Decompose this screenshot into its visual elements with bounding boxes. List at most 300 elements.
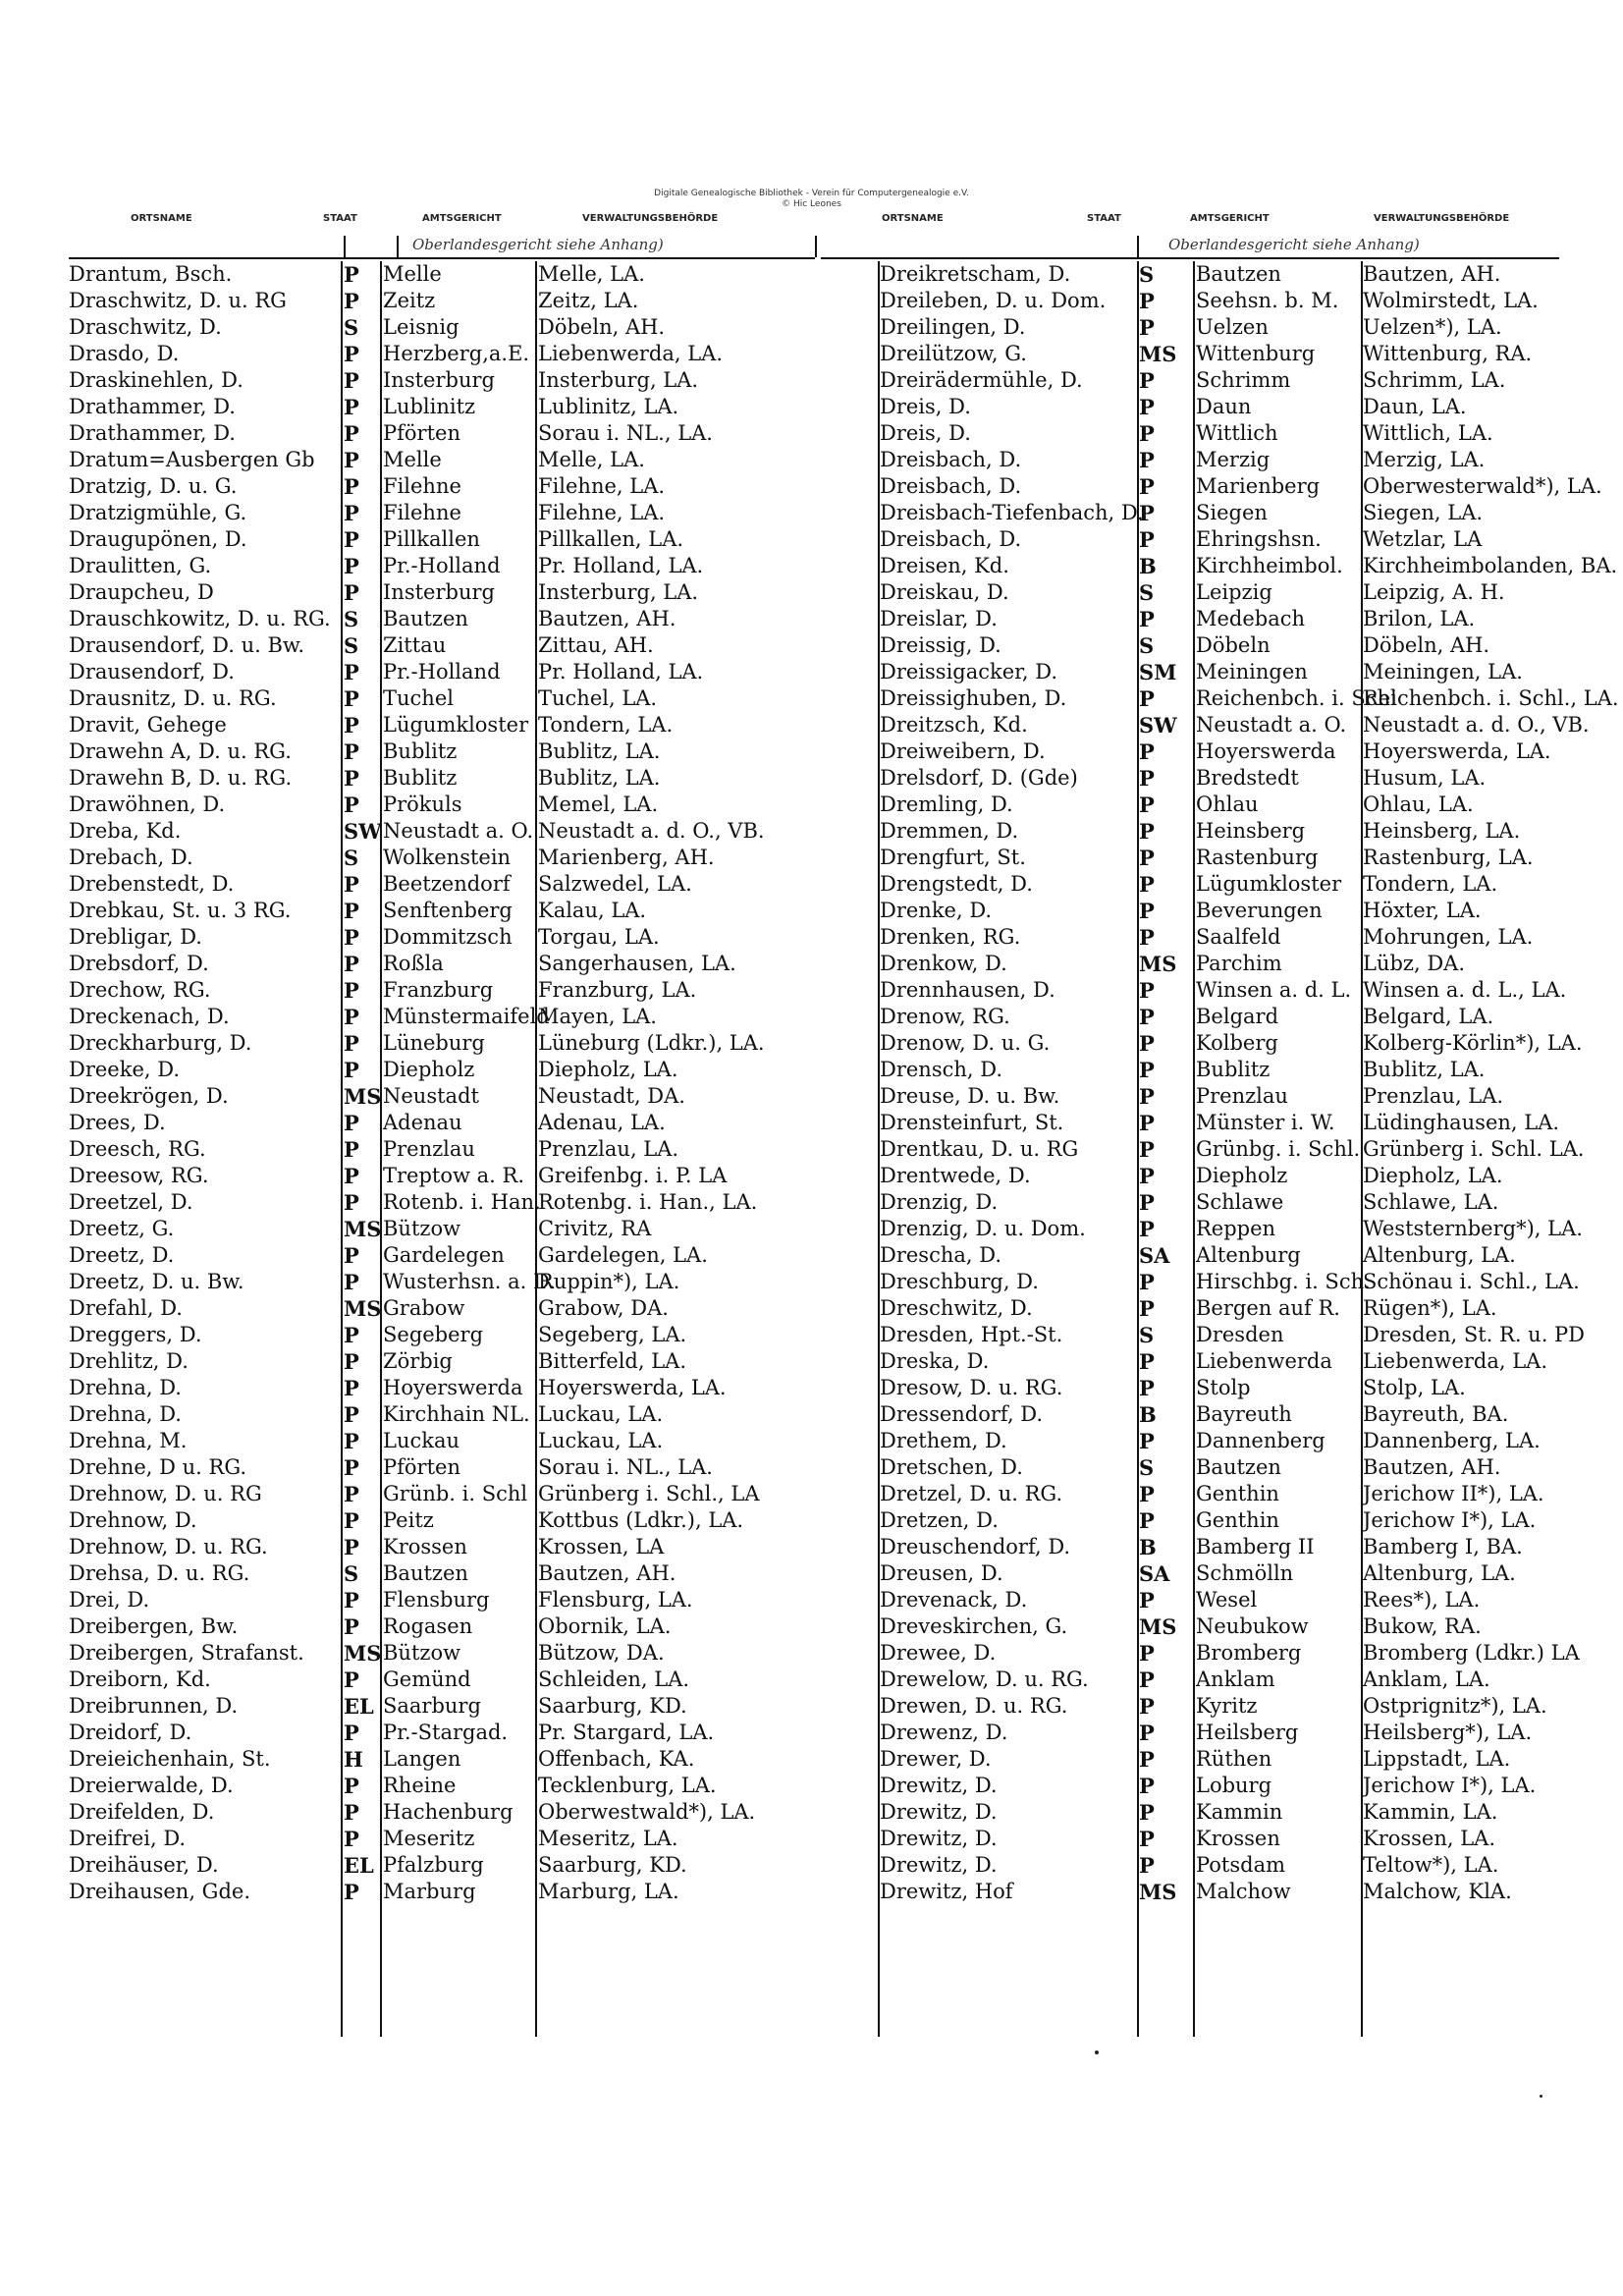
right-verwaltungsbehoerde-cell: Bamberg I, BA. xyxy=(1363,1535,1523,1558)
left-ortsname-cell: Dreihäuser, D. xyxy=(69,1853,219,1877)
left-staat-cell: P xyxy=(344,421,359,446)
left-ortsname-cell: Drathammer, D. xyxy=(69,421,236,445)
right-ortsname-cell: Drewitz, D. xyxy=(880,1853,998,1877)
left-amtsgericht-cell: Bublitz xyxy=(383,739,458,763)
right-staat-cell: P xyxy=(1139,1005,1155,1029)
table-row xyxy=(69,1401,1561,1428)
left-verwaltungsbehoerde-cell: Pr. Stargard, LA. xyxy=(538,1721,715,1744)
right-verwaltungsbehoerde-cell: Reichenbch. i. Schl., LA. xyxy=(1363,686,1619,710)
left-amtsgericht-cell: Pförten xyxy=(383,421,460,445)
left-verwaltungsbehoerde-cell: Pr. Holland, LA. xyxy=(538,660,704,683)
right-verwaltungsbehoerde-cell: Belgard, LA. xyxy=(1363,1005,1494,1028)
table-row xyxy=(69,1799,1561,1826)
right-staat-cell: P xyxy=(1139,1111,1155,1135)
left-ortsname-cell: Drausendorf, D. xyxy=(69,660,235,683)
subheader-divider xyxy=(1137,236,1139,257)
table-row xyxy=(69,1852,1561,1879)
table-row xyxy=(69,659,1561,685)
left-amtsgericht-cell: Insterburg xyxy=(383,368,495,392)
left-verwaltungsbehoerde-cell: Luckau, LA. xyxy=(538,1429,664,1452)
left-amtsgericht-cell: Melle xyxy=(383,262,442,286)
left-amtsgericht-cell: Adenau xyxy=(383,1111,462,1134)
left-staat-cell: P xyxy=(344,1376,359,1400)
right-amtsgericht-cell: Meiningen xyxy=(1196,660,1308,683)
right-ortsname-cell: Dreisbach, D. xyxy=(880,474,1022,498)
table-row xyxy=(69,341,1561,367)
table-row xyxy=(69,1640,1580,1667)
left-ortsname-cell: Drauschkowitz, D. u. RG. xyxy=(69,607,331,630)
left-ortsname-cell: Dreibergen, Strafanst. xyxy=(69,1641,304,1665)
left-ortsname-cell: Dreeke, D. xyxy=(69,1058,180,1081)
right-staat-cell: P xyxy=(1139,1164,1155,1188)
left-staat-cell: P xyxy=(344,925,359,950)
left-verwaltungsbehoerde-cell: Luckau, LA. xyxy=(538,1402,664,1426)
right-ortsname-cell: Dreileben, D. u. Dom. xyxy=(880,289,1107,312)
right-staat-cell: S xyxy=(1139,1455,1155,1480)
left-ortsname-cell: Dreieichenhain, St. xyxy=(69,1747,271,1771)
left-staat-cell: P xyxy=(344,1058,359,1082)
right-verwaltungsbehoerde-cell: Bautzen, AH. xyxy=(1363,262,1501,286)
right-staat-cell: B xyxy=(1139,1535,1157,1559)
left-amtsgericht-cell: Senftenberg xyxy=(383,899,513,922)
left-amtsgericht-cell: Lublinitz xyxy=(383,395,476,418)
right-ortsname-cell: Drescha, D. xyxy=(880,1243,1002,1267)
left-amtsgericht-cell: Insterburg xyxy=(383,580,495,604)
left-verwaltungsbehoerde-cell: Sorau i. NL., LA. xyxy=(538,1455,713,1479)
left-amtsgericht-cell: Rheine xyxy=(383,1774,457,1797)
left-staat-cell: P xyxy=(344,713,359,738)
right-staat-cell: P xyxy=(1139,527,1155,552)
left-staat-cell: P xyxy=(344,1164,359,1188)
right-ortsname-cell: Dretzen, D. xyxy=(880,1508,999,1532)
left-verwaltungsbehoerde-cell: Krossen, LA xyxy=(538,1535,665,1558)
left-verwaltungsbehoerde-cell: Bautzen, AH. xyxy=(538,1561,676,1585)
left-ortsname-cell: Drehna, D. xyxy=(69,1402,182,1426)
left-ortsname-cell: Drebenstedt, D. xyxy=(69,872,235,896)
left-verwaltungsbehoerde-cell: Ruppin*), LA. xyxy=(538,1270,680,1293)
right-ortsname-cell: Dreitzsch, Kd. xyxy=(880,713,1028,737)
left-staat-cell: P xyxy=(344,1190,359,1215)
right-staat-cell: P xyxy=(1139,872,1155,897)
left-verwaltungsbehoerde-cell: Saarburg, KD. xyxy=(538,1694,687,1718)
left-staat-cell: P xyxy=(344,1880,359,1904)
right-staat-cell: P xyxy=(1139,1747,1155,1772)
left-verwaltungsbehoerde-cell: Obornik, LA. xyxy=(538,1614,672,1638)
right-verwaltungsbehoerde-cell: Kirchheimbolanden, BA. xyxy=(1363,554,1618,577)
left-amtsgericht-cell: Pillkallen xyxy=(383,527,480,551)
right-ortsname-cell: Drewee, D. xyxy=(880,1641,997,1665)
left-verwaltungsbehoerde-cell: Marienberg, AH. xyxy=(538,846,715,869)
right-verwaltungsbehoerde-cell: Wolmirstedt, LA. xyxy=(1363,289,1539,312)
right-ortsname-cell: Dresden, Hpt.-St. xyxy=(880,1323,1063,1346)
left-amtsgericht-cell: Bublitz xyxy=(383,766,458,790)
right-ortsname-cell: Drenzig, D. xyxy=(880,1190,999,1214)
left-staat-cell: P xyxy=(344,1455,359,1480)
table-row xyxy=(69,1667,1561,1693)
left-ortsname-cell: Drathammer, D. xyxy=(69,395,236,418)
right-verwaltungsbehoerde-cell: Schlawe, LA. xyxy=(1363,1190,1499,1214)
table-row xyxy=(69,871,1561,898)
right-ortsname-cell: Drewitz, D. xyxy=(880,1827,998,1850)
left-amtsgericht-cell: Lügumkloster xyxy=(383,713,529,737)
left-staat-cell: P xyxy=(344,289,359,313)
right-amtsgericht-cell: Bredstedt xyxy=(1196,766,1299,790)
left-ortsname-cell: Drehsa, D. u. RG. xyxy=(69,1561,250,1585)
left-verwaltungsbehoerde-cell: Lüneburg (Ldkr.), LA. xyxy=(538,1031,765,1055)
table-row xyxy=(69,1322,1586,1348)
left-amtsgericht-cell: Zeitz xyxy=(383,289,436,312)
left-ortsname-cell: Drei, D. xyxy=(69,1588,150,1612)
right-staat-cell: S xyxy=(1139,633,1155,658)
left-amtsgericht-cell: Tuchel xyxy=(383,686,454,710)
right-ortsname-cell: Dremling, D. xyxy=(880,793,1013,816)
left-staat-cell: P xyxy=(344,1588,359,1613)
left-amtsgericht-cell: Pfalzburg xyxy=(383,1853,484,1877)
left-verwaltungsbehoerde-cell: Grünberg i. Schl., LA xyxy=(538,1482,760,1505)
header-staat-left: STAAT xyxy=(323,213,357,224)
header-verwaltung-right: VERWALTUNGSBEHÖRDE xyxy=(1374,213,1510,224)
right-verwaltungsbehoerde-cell: Siegen, LA. xyxy=(1363,501,1484,524)
table-row xyxy=(69,473,1602,500)
right-amtsgericht-cell: Marienberg xyxy=(1196,474,1321,498)
left-verwaltungsbehoerde-cell: Insterburg, LA. xyxy=(538,368,699,392)
left-amtsgericht-cell: Saarburg xyxy=(383,1694,481,1718)
left-amtsgericht-cell: Pr.-Holland xyxy=(383,554,501,577)
left-amtsgericht-cell: Dommitzsch xyxy=(383,925,513,949)
right-verwaltungsbehoerde-cell: Wetzlar, LA xyxy=(1363,527,1483,551)
right-staat-cell: SA xyxy=(1139,1561,1170,1586)
left-verwaltungsbehoerde-cell: Adenau, LA. xyxy=(538,1111,666,1134)
left-verwaltungsbehoerde-cell: Hoyerswerda, LA. xyxy=(538,1376,727,1399)
right-verwaltungsbehoerde-cell: Hoyerswerda, LA. xyxy=(1363,739,1551,763)
left-verwaltungsbehoerde-cell: Tuchel, LA. xyxy=(538,686,658,710)
right-ortsname-cell: Dreisbach-Tiefenbach, D. xyxy=(880,501,1144,524)
right-ortsname-cell: Dreis, D. xyxy=(880,421,971,445)
right-verwaltungsbehoerde-cell: Daun, LA. xyxy=(1363,395,1467,418)
table-row xyxy=(69,1189,1561,1216)
right-staat-cell: B xyxy=(1139,1402,1157,1427)
right-staat-cell: P xyxy=(1139,1721,1155,1745)
left-verwaltungsbehoerde-cell: Tecklenburg, LA. xyxy=(538,1774,717,1797)
left-staat-cell: P xyxy=(344,1111,359,1135)
right-verwaltungsbehoerde-cell: Uelzen*), LA. xyxy=(1363,315,1502,339)
header-amtsgericht-left: AMTSGERICHT xyxy=(422,213,502,224)
right-verwaltungsbehoerde-cell: Lüdinghausen, LA. xyxy=(1363,1111,1560,1134)
right-verwaltungsbehoerde-cell: Dannenberg, LA. xyxy=(1363,1429,1541,1452)
right-verwaltungsbehoerde-cell: Schrimm, LA. xyxy=(1363,368,1506,392)
left-ortsname-cell: Drehnow, D. xyxy=(69,1508,197,1532)
table-row xyxy=(69,1057,1561,1083)
left-staat-cell: P xyxy=(344,686,359,711)
right-verwaltungsbehoerde-cell: Mohrungen, LA. xyxy=(1363,925,1534,949)
right-amtsgericht-cell: Loburg xyxy=(1196,1774,1272,1797)
table-row xyxy=(69,632,1561,659)
left-amtsgericht-cell: Marburg xyxy=(383,1880,476,1903)
right-staat-cell: P xyxy=(1139,978,1155,1003)
right-verwaltungsbehoerde-cell: Stolp, LA. xyxy=(1363,1376,1466,1399)
left-staat-cell: P xyxy=(344,660,359,684)
left-ortsname-cell: Dratzigmühle, G. xyxy=(69,501,247,524)
right-amtsgericht-cell: Liebenwerda xyxy=(1196,1349,1332,1373)
right-ortsname-cell: Dreis, D. xyxy=(880,395,971,418)
right-ortsname-cell: Dressendorf, D. xyxy=(880,1402,1044,1426)
left-amtsgericht-cell: Wolkenstein xyxy=(383,846,512,869)
right-ortsname-cell: Dremmen, D. xyxy=(880,819,1019,843)
left-verwaltungsbehoerde-cell: Sorau i. NL., LA. xyxy=(538,421,713,445)
speck xyxy=(1540,2095,1542,2098)
right-ortsname-cell: Drevenack, D. xyxy=(880,1588,1028,1612)
right-verwaltungsbehoerde-cell: Liebenwerda, LA. xyxy=(1363,1349,1548,1373)
table-row xyxy=(69,1773,1561,1799)
left-verwaltungsbehoerde-cell: Pr. Holland, LA. xyxy=(538,554,704,577)
left-amtsgericht-cell: Kirchhain NL. xyxy=(383,1402,530,1426)
watermark-line1: Digitale Genealogische Bibliothek - Verein für Computergenealogie e.V. xyxy=(654,189,969,198)
left-staat-cell: S xyxy=(344,315,359,340)
right-ortsname-cell: Dretschen, D. xyxy=(880,1455,1023,1479)
left-verwaltungsbehoerde-cell: Marburg, LA. xyxy=(538,1880,679,1903)
left-amtsgericht-cell: Zörbig xyxy=(383,1349,453,1373)
subheader-row xyxy=(0,236,1623,259)
right-amtsgericht-cell: Kyritz xyxy=(1196,1694,1258,1718)
left-ortsname-cell: Drebach, D. xyxy=(69,846,193,869)
left-ortsname-cell: Drehlitz, D. xyxy=(69,1349,189,1373)
left-amtsgericht-cell: Münstermaifeld xyxy=(383,1005,550,1028)
left-verwaltungsbehoerde-cell: Franzburg, LA. xyxy=(538,978,697,1002)
left-staat-cell: P xyxy=(344,448,359,472)
right-ortsname-cell: Drewitz, D. xyxy=(880,1800,998,1824)
header-verwaltung-left: VERWALTUNGSBEHÖRDE xyxy=(582,213,719,224)
right-ortsname-cell: Dreilingen, D. xyxy=(880,315,1026,339)
left-verwaltungsbehoerde-cell: Flensburg, LA. xyxy=(538,1588,693,1612)
right-verwaltungsbehoerde-cell: Jerichow I*), LA. xyxy=(1363,1508,1537,1532)
left-amtsgericht-cell: Grünb. i. Schl xyxy=(383,1482,528,1505)
left-staat-cell: S xyxy=(344,846,359,870)
subheader-divider xyxy=(815,236,817,257)
table-row xyxy=(69,1534,1561,1560)
right-amtsgericht-cell: Kolberg xyxy=(1196,1031,1278,1055)
right-amtsgericht-cell: Schlawe xyxy=(1196,1190,1284,1214)
left-ortsname-cell: Dreesow, RG. xyxy=(69,1164,209,1187)
right-amtsgericht-cell: Reppen xyxy=(1196,1217,1276,1240)
left-ortsname-cell: Drantum, Bsch. xyxy=(69,262,233,286)
right-verwaltungsbehoerde-cell: Heilsberg*), LA. xyxy=(1363,1721,1533,1744)
left-ortsname-cell: Dreetz, D. u. Bw. xyxy=(69,1270,244,1293)
left-staat-cell: P xyxy=(344,368,359,393)
left-ortsname-cell: Dreckharburg, D. xyxy=(69,1031,252,1055)
right-verwaltungsbehoerde-cell: Husum, LA. xyxy=(1363,766,1487,790)
table-row xyxy=(69,553,1618,579)
right-staat-cell: S xyxy=(1139,580,1155,605)
table-row xyxy=(69,924,1561,951)
left-ortsname-cell: Dreidorf, D. xyxy=(69,1721,192,1744)
right-verwaltungsbehoerde-cell: Malchow, KlA. xyxy=(1363,1880,1512,1903)
left-verwaltungsbehoerde-cell: Schleiden, LA. xyxy=(538,1667,690,1691)
table-row xyxy=(69,1375,1561,1401)
left-amtsgericht-cell: Luckau xyxy=(383,1429,460,1452)
right-verwaltungsbehoerde-cell: Bautzen, AH. xyxy=(1363,1455,1501,1479)
left-staat-cell: P xyxy=(344,1667,359,1692)
left-verwaltungsbehoerde-cell: Zittau, AH. xyxy=(538,633,654,657)
left-staat-cell: P xyxy=(344,952,359,976)
left-ortsname-cell: Dreetzel, D. xyxy=(69,1190,193,1214)
left-ortsname-cell: Draugupönen, D. xyxy=(69,527,247,551)
right-ortsname-cell: Dreirädermühle, D. xyxy=(880,368,1083,392)
left-ortsname-cell: Drehne, D u. RG. xyxy=(69,1455,247,1479)
left-staat-cell: P xyxy=(344,580,359,605)
right-verwaltungsbehoerde-cell: Neustadt a. d. O., VB. xyxy=(1363,713,1590,737)
header-ortsname-left: ORTSNAME xyxy=(131,213,192,224)
left-ortsname-cell: Drechow, RG. xyxy=(69,978,211,1002)
left-verwaltungsbehoerde-cell: Grabow, DA. xyxy=(538,1296,669,1320)
header-staat-right: STAAT xyxy=(1087,213,1121,224)
left-staat-cell: P xyxy=(344,395,359,419)
place-index-table xyxy=(69,261,1619,1905)
table-row xyxy=(69,288,1561,314)
right-ortsname-cell: Drengfurt, St. xyxy=(880,846,1026,869)
right-staat-cell: P xyxy=(1139,1827,1155,1851)
left-amtsgericht-cell: Gemünd xyxy=(383,1667,471,1691)
left-amtsgericht-cell: Gardelegen xyxy=(383,1243,505,1267)
right-ortsname-cell: Dreisen, Kd. xyxy=(880,554,1009,577)
subheader-right: Oberlandesgericht siehe Anhang) xyxy=(1168,236,1420,253)
right-amtsgericht-cell: Seehsn. b. M. xyxy=(1196,289,1339,312)
table-row xyxy=(69,765,1561,792)
left-amtsgericht-cell: Hoyerswerda xyxy=(383,1376,523,1399)
right-verwaltungsbehoerde-cell: Jerichow I*), LA. xyxy=(1363,1774,1537,1797)
right-staat-cell: P xyxy=(1139,1641,1155,1666)
left-staat-cell: P xyxy=(344,1827,359,1851)
table-row xyxy=(69,1507,1561,1534)
table-row xyxy=(69,1428,1561,1454)
left-staat-cell: P xyxy=(344,766,359,791)
table-row xyxy=(69,818,1561,845)
left-amtsgericht-cell: Pförten xyxy=(383,1455,460,1479)
header-amtsgericht-right: AMTSGERICHT xyxy=(1190,213,1270,224)
left-amtsgericht-cell: Pr.-Stargad. xyxy=(383,1721,509,1744)
left-staat-cell: P xyxy=(344,899,359,923)
left-staat-cell: P xyxy=(344,872,359,897)
left-verwaltungsbehoerde-cell: Neustadt, DA. xyxy=(538,1084,685,1108)
right-amtsgericht-cell: Belgard xyxy=(1196,1005,1279,1028)
left-ortsname-cell: Dreggers, D. xyxy=(69,1323,202,1346)
left-ortsname-cell: Drebkau, St. u. 3 RG. xyxy=(69,899,292,922)
right-staat-cell: MS xyxy=(1139,1614,1177,1639)
right-amtsgericht-cell: Schmölln xyxy=(1196,1561,1294,1585)
right-amtsgericht-cell: Münster i. W. xyxy=(1196,1111,1335,1134)
left-ortsname-cell: Drefahl, D. xyxy=(69,1296,183,1320)
left-ortsname-cell: Drawöhnen, D. xyxy=(69,793,226,816)
right-verwaltungsbehoerde-cell: Krossen, LA. xyxy=(1363,1827,1496,1850)
table-row xyxy=(69,1269,1580,1295)
right-verwaltungsbehoerde-cell: Schönau i. Schl., LA. xyxy=(1363,1270,1580,1293)
right-staat-cell: P xyxy=(1139,1376,1155,1400)
right-ortsname-cell: Dreisbach, D. xyxy=(880,448,1022,471)
right-verwaltungsbehoerde-cell: Grünberg i. Schl. LA. xyxy=(1363,1137,1585,1161)
right-staat-cell: P xyxy=(1139,1270,1155,1294)
left-ortsname-cell: Dreetz, D. xyxy=(69,1243,175,1267)
left-amtsgericht-cell: Franzburg xyxy=(383,978,494,1002)
right-verwaltungsbehoerde-cell: Merzig, LA. xyxy=(1363,448,1486,471)
header-rule-left xyxy=(69,257,815,259)
right-ortsname-cell: Dreiskau, D. xyxy=(880,580,1009,604)
left-staat-cell: P xyxy=(344,1614,359,1639)
table-row xyxy=(69,1560,1561,1587)
right-ortsname-cell: Drelsdorf, D. (Gde) xyxy=(880,766,1078,790)
right-amtsgericht-cell: Bromberg xyxy=(1196,1641,1302,1665)
left-verwaltungsbehoerde-cell: Oberwestwald*), LA. xyxy=(538,1800,756,1824)
left-ortsname-cell: Drehnow, D. u. RG xyxy=(69,1482,262,1505)
left-staat-cell: P xyxy=(344,262,359,287)
right-verwaltungsbehoerde-cell: Kolberg-Körlin*), LA. xyxy=(1363,1031,1583,1055)
right-staat-cell: P xyxy=(1139,793,1155,817)
right-amtsgericht-cell: Wittlich xyxy=(1196,421,1278,445)
left-verwaltungsbehoerde-cell: Bitterfeld, LA. xyxy=(538,1349,686,1373)
right-staat-cell: S xyxy=(1139,262,1155,287)
right-amtsgericht-cell: Reichenbch. i. Schl xyxy=(1196,686,1397,710)
table-row xyxy=(69,951,1561,977)
right-ortsname-cell: Dreilützow, G. xyxy=(880,342,1027,365)
left-amtsgericht-cell: Bautzen xyxy=(383,607,468,630)
left-ortsname-cell: Drawehn A, D. u. RG. xyxy=(69,739,292,763)
left-staat-cell: P xyxy=(344,1005,359,1029)
left-staat-cell: S xyxy=(344,607,359,631)
right-verwaltungsbehoerde-cell: Jerichow II*), LA. xyxy=(1363,1482,1544,1505)
subheader-divider xyxy=(344,236,346,257)
right-ortsname-cell: Dreikretscham, D. xyxy=(880,262,1071,286)
table-row xyxy=(69,1216,1583,1242)
right-amtsgericht-cell: Saalfeld xyxy=(1196,925,1281,949)
left-verwaltungsbehoerde-cell: Bautzen, AH. xyxy=(538,607,676,630)
left-verwaltungsbehoerde-cell: Rotenbg. i. Han., LA. xyxy=(538,1190,758,1214)
left-amtsgericht-cell: Krossen xyxy=(383,1535,467,1558)
right-staat-cell: P xyxy=(1139,819,1155,844)
left-ortsname-cell: Dreifelden, D. xyxy=(69,1800,215,1824)
left-verwaltungsbehoerde-cell: Bützow, DA. xyxy=(538,1641,665,1665)
table-row xyxy=(69,1746,1561,1773)
right-staat-cell: P xyxy=(1139,766,1155,791)
left-ortsname-cell: Drees, D. xyxy=(69,1111,166,1134)
left-verwaltungsbehoerde-cell: Zeitz, LA. xyxy=(538,289,639,312)
left-staat-cell: P xyxy=(344,739,359,764)
table-row xyxy=(69,1613,1561,1640)
table-row xyxy=(69,1587,1561,1613)
table-row xyxy=(69,1163,1561,1189)
table-row xyxy=(69,1720,1561,1746)
right-ortsname-cell: Drethem, D. xyxy=(880,1429,1007,1452)
left-staat-cell: MS xyxy=(344,1641,382,1666)
left-amtsgericht-cell: Neustadt a. O. xyxy=(383,819,534,843)
right-amtsgericht-cell: Parchim xyxy=(1196,952,1282,975)
left-ortsname-cell: Drehna, M. xyxy=(69,1429,188,1452)
right-amtsgericht-cell: Merzig xyxy=(1196,448,1271,471)
table-row xyxy=(69,1481,1561,1507)
left-amtsgericht-cell: Peitz xyxy=(383,1508,434,1532)
left-ortsname-cell: Dreibrunnen, D. xyxy=(69,1694,239,1718)
right-staat-cell: P xyxy=(1139,739,1155,764)
left-verwaltungsbehoerde-cell: Filehne, LA. xyxy=(538,501,666,524)
right-ortsname-cell: Dretzel, D. u. RG. xyxy=(880,1482,1063,1505)
left-ortsname-cell: Dravit, Gehege xyxy=(69,713,227,737)
left-staat-cell: SW xyxy=(344,819,382,844)
left-staat-cell: EL xyxy=(344,1853,374,1878)
right-ortsname-cell: Dreuschendorf, D. xyxy=(880,1535,1071,1558)
table-row xyxy=(69,526,1561,553)
subheader-left: Oberlandesgericht siehe Anhang) xyxy=(412,236,664,253)
left-ortsname-cell: Drawehn B, D. u. RG. xyxy=(69,766,293,790)
left-amtsgericht-cell: Diepholz xyxy=(383,1058,475,1081)
right-verwaltungsbehoerde-cell: Oberwesterwald*), LA. xyxy=(1363,474,1602,498)
left-amtsgericht-cell: Bützow xyxy=(383,1217,461,1240)
